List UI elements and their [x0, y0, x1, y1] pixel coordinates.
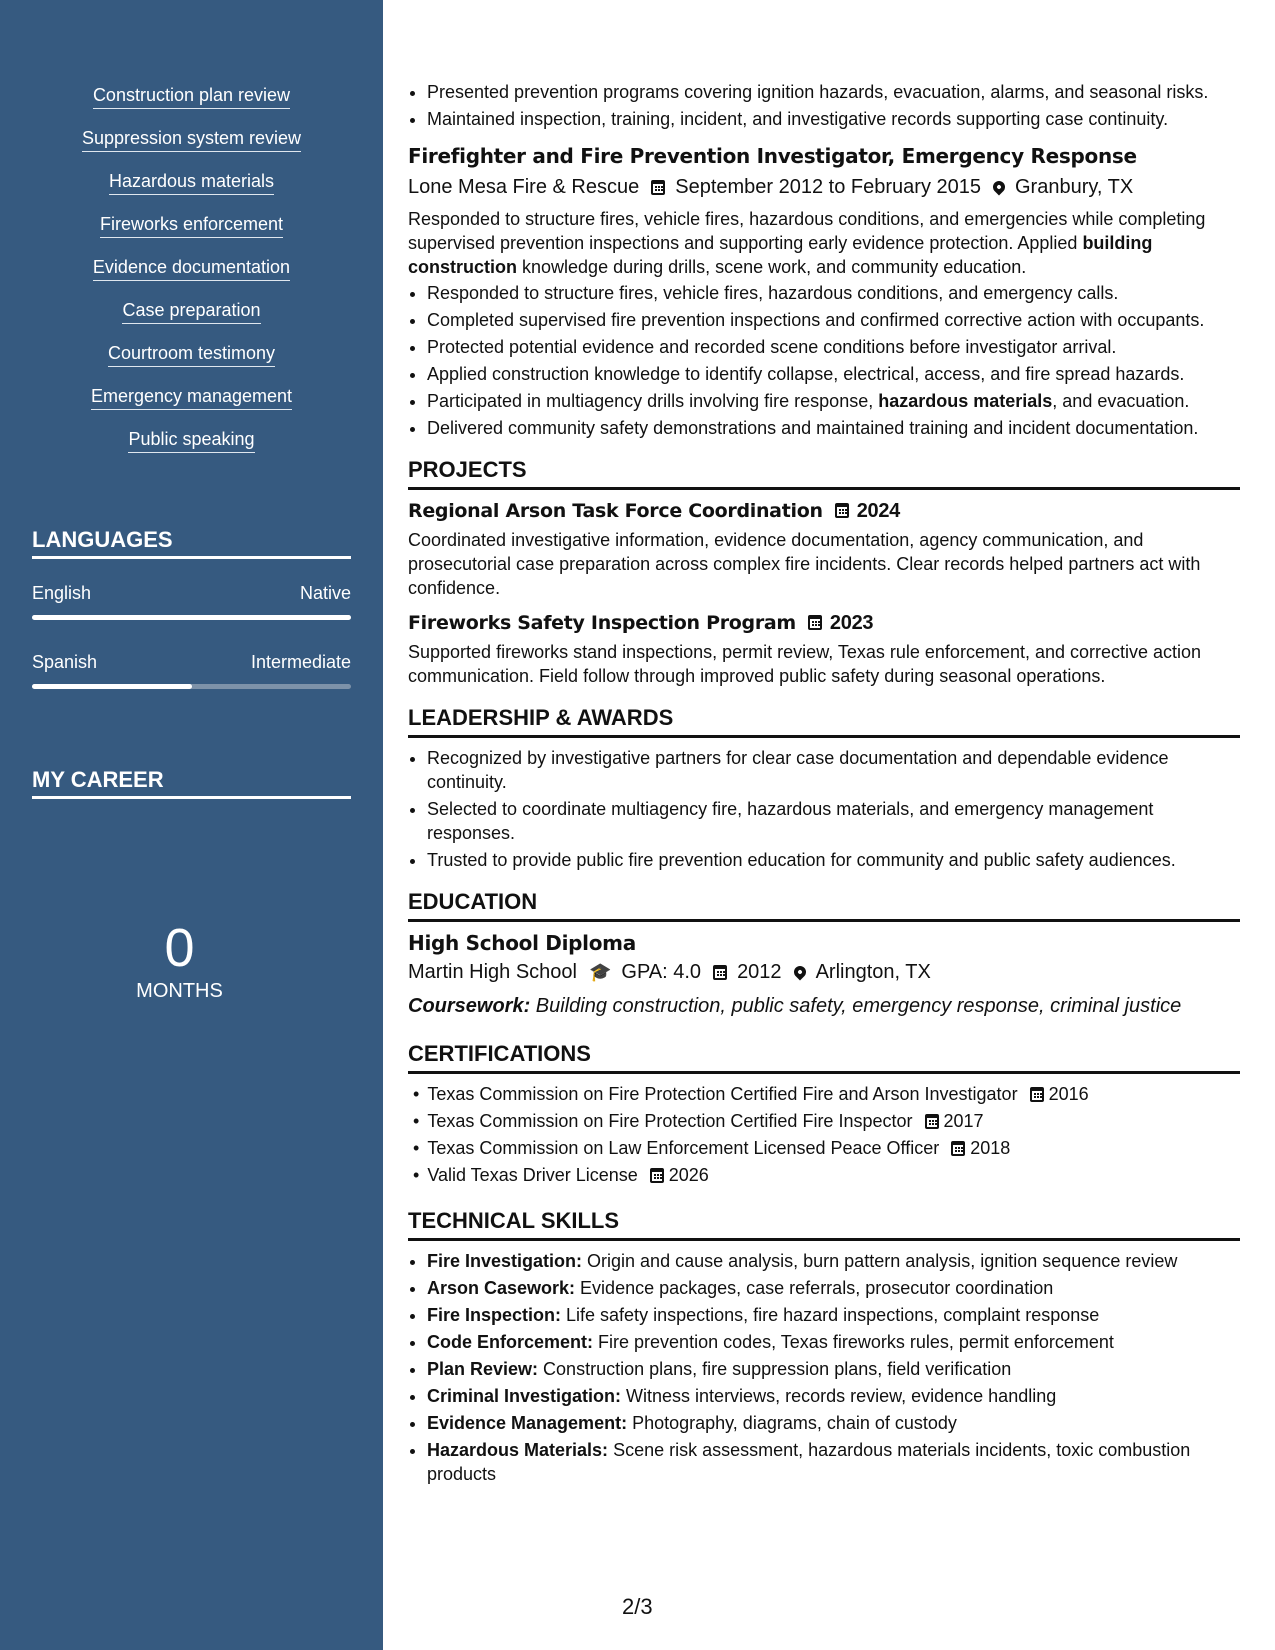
calendar-icon: [1030, 1087, 1044, 1102]
list-item: • Responded to structure fires, vehicle fires, hazardous conditions, and emergency calls.: [427, 281, 1240, 305]
certification-item: • Texas Commission on Law Enforcement Licensed Peace Officer 2018: [427, 1136, 1240, 1160]
project-year: 2024: [856, 500, 900, 522]
project-title: Regional Arson Task Force Coordination 2024: [408, 500, 900, 522]
list-item: • Protected potential evidence and recorded scene conditions before investigator arrival.: [427, 335, 1240, 359]
education-heading: EDUCATION: [408, 888, 1240, 922]
projects-heading: PROJECTS: [408, 456, 1240, 490]
skill-tag: Construction plan review: [93, 84, 290, 109]
career-value: 0: [164, 918, 195, 978]
calendar-icon: [951, 1141, 965, 1156]
calendar-icon: [808, 610, 822, 636]
list-item: • Fire Inspection: Life safety inspections, fire hazard inspections, complaint response: [427, 1303, 1240, 1327]
coursework: Coursework: Building construction, public safety, emergency response, criminal justice: [408, 995, 1182, 1017]
language-row: [32, 652, 351, 673]
map-pin-icon: [794, 958, 806, 986]
skill-tag: Public speaking: [128, 428, 254, 453]
languages-heading: LANGUAGES: [32, 526, 351, 559]
education-year: 2012: [737, 961, 782, 983]
skill-tag: Case preparation: [122, 299, 260, 324]
intro-bullets: [408, 80, 1240, 131]
degree: High School Diploma: [408, 931, 636, 955]
language-level: Intermediate: [250, 652, 351, 672]
list-item: • Arson Casework: Evidence packages, case referrals, prosecutor coordination: [427, 1276, 1240, 1300]
certification-item: • Valid Texas Driver License 2026: [427, 1163, 1240, 1187]
project-description: Coordinated investigative information, evidence documentation, agency communication, and prosecutorial case preparation across complex fire incidents. Clear records helped partners act with confidence.: [408, 530, 1201, 598]
job-meta: [408, 173, 1240, 201]
job-summary: Responded to structure fires, vehicle fires, hazardous conditions, and emergencies while completing supervised prevention inspections and supporting early evidence protection. Applied building construction knowledge during drills, scene work, and community education.: [408, 209, 1206, 277]
certification-item: • Texas Commission on Fire Protection Certified Fire and Arson Investigator 2016: [427, 1082, 1240, 1106]
gpa: GPA: 4.0: [621, 961, 702, 983]
language-name: Spanish: [32, 652, 98, 672]
job-dates: September 2012 to February 2015: [675, 176, 981, 198]
education-location: Arlington, TX: [815, 961, 931, 983]
calendar-icon: [925, 1114, 939, 1129]
list-item: • Criminal Investigation: Witness interviews, records review, evidence handling: [427, 1384, 1240, 1408]
certifications-heading: CERTIFICATIONS: [408, 1040, 1240, 1074]
leadership-heading: LEADERSHIP & AWARDS: [408, 704, 1240, 738]
list-item: • Code Enforcement: Fire prevention codes, Texas fireworks rules, permit enforcement: [427, 1330, 1240, 1354]
list-item: • Maintained inspection, training, incident, and investigative records supporting case continuity.: [427, 107, 1240, 131]
technical-skills-list: [408, 1249, 1240, 1486]
calendar-icon: [650, 1168, 664, 1183]
list-item: • Fire Investigation: Origin and cause analysis, burn pattern analysis, ignition sequence review: [427, 1249, 1240, 1273]
education-meta: [408, 958, 1240, 986]
employer: Lone Mesa Fire & Rescue: [408, 176, 640, 198]
list-item: • Completed supervised fire prevention inspections and confirmed corrective action with occupants.: [427, 308, 1240, 332]
language-proficiency-fill: [32, 615, 351, 620]
skill-tags: [0, 84, 383, 471]
skill-tag: Fireworks enforcement: [100, 213, 283, 238]
list-item: • Selected to coordinate multiagency fire, hazardous materials, and emergency management responses.: [427, 797, 1240, 845]
list-item: • Trusted to provide public fire prevention education for community and public safety audiences.: [427, 848, 1240, 872]
project-title: Fireworks Safety Inspection Program 2023: [408, 612, 874, 634]
project-year: 2023: [829, 612, 874, 634]
list-item: • Plan Review: Construction plans, fire suppression plans, field verification: [427, 1357, 1240, 1381]
language-row: [32, 583, 351, 604]
map-pin-icon: [993, 173, 1005, 201]
calendar-icon: [713, 958, 727, 986]
page-number: 2/3: [622, 1594, 653, 1619]
language-name: English: [32, 583, 92, 603]
language-proficiency-bar: [32, 684, 351, 689]
language-proficiency-bar: [32, 615, 351, 620]
skill-tag: Evidence documentation: [93, 256, 290, 281]
job-bullets: [408, 281, 1240, 440]
sidebar: [0, 0, 383, 1650]
list-item: • Hazardous Materials: Scene risk assessment, hazardous materials incidents, toxic combustion products: [427, 1438, 1240, 1486]
certification-list: [408, 1082, 1240, 1187]
skill-tag: Suppression system review: [82, 127, 301, 152]
list-item: • Participated in multiagency drills involving fire response, hazardous materials, and evacuation.: [427, 389, 1240, 413]
technical-skills-heading: TECHNICAL SKILLS: [408, 1207, 1240, 1241]
calendar-icon: [651, 173, 665, 201]
main-content: [408, 80, 1240, 1489]
school: Martin High School: [408, 961, 577, 983]
list-item: • Delivered community safety demonstrations and maintained training and incident documentation.: [427, 416, 1240, 440]
career-unit: MONTHS: [136, 980, 223, 1002]
list-item: • Evidence Management: Photography, diagrams, chain of custody: [427, 1411, 1240, 1435]
list-item: • Presented prevention programs covering ignition hazards, evacuation, alarms, and seasonal risks.: [427, 80, 1240, 104]
list-item: • Applied construction knowledge to identify collapse, electrical, access, and fire spread hazards.: [427, 362, 1240, 386]
project-description: Supported fireworks stand inspections, permit review, Texas rule enforcement, and corrective action communication. Field follow through improved public safety during seasonal operations.: [408, 642, 1202, 686]
calendar-icon: [835, 498, 849, 524]
skill-tag: Courtroom testimony: [108, 342, 275, 367]
skill-tag: Emergency management: [91, 385, 292, 410]
graduation-cap-icon: 🎓: [588, 962, 612, 982]
language-level: Native: [299, 583, 351, 603]
leadership-bullets: [408, 746, 1240, 872]
list-item: • Recognized by investigative partners for clear case documentation and dependable evidence continuity.: [427, 746, 1240, 794]
language-proficiency-fill: [32, 684, 192, 689]
career-heading: MY CAREER: [32, 766, 351, 799]
skill-tag: Hazardous materials: [109, 170, 274, 195]
certification-item: • Texas Commission on Fire Protection Certified Fire Inspector 2017: [427, 1109, 1240, 1133]
job-location: Granbury, TX: [1015, 176, 1134, 198]
job-title: Firefighter and Fire Prevention Investigator, Emergency Response: [408, 144, 1137, 168]
